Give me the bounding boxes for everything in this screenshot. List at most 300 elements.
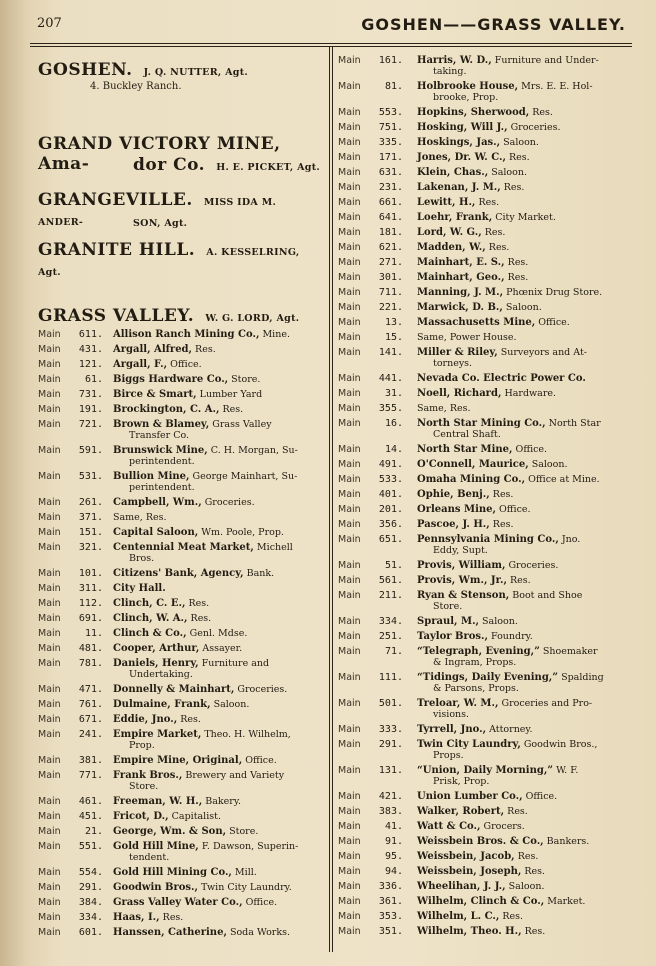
entry-description: Groceries. — [201, 497, 255, 508]
entry-description: Office. — [167, 359, 202, 370]
directory-entry — [38, 912, 328, 927]
business-name: Loehr, Frank, — [417, 212, 493, 223]
street-label: Main — [338, 672, 361, 683]
entry-description: George Mainhart, Su- — [189, 471, 298, 482]
street-number: 261. — [78, 497, 103, 508]
entry-description: Saloon. — [502, 302, 542, 313]
entry-name — [113, 359, 202, 370]
business-name: City Hall. — [113, 583, 166, 594]
entry-continuation: Central Shaft. — [433, 429, 501, 440]
business-name: Union Lumber Co., — [417, 791, 523, 802]
street-label: Main — [38, 445, 61, 456]
town-title-cont: dor Co. — [133, 155, 206, 175]
street-number: 14. — [384, 444, 403, 455]
street-label: Main — [38, 359, 61, 370]
business-name: Treloar, W. M., — [417, 698, 499, 709]
street-number: 533. — [378, 474, 403, 485]
entry-description: Same, Res. — [113, 512, 167, 523]
business-name: Wilhelm, Clinch & Co., — [417, 896, 545, 907]
business-name: Clinch, C. E., — [113, 598, 186, 609]
business-name: Lewitt, H., — [417, 197, 476, 208]
directory-entry — [38, 841, 328, 856]
directory-entry — [338, 560, 628, 575]
entry-name — [417, 590, 582, 601]
entry-name — [113, 770, 284, 781]
entry-description: Market. — [544, 896, 586, 907]
entry-description: Res. — [475, 197, 500, 208]
entry-name — [417, 459, 568, 470]
street-label: Main — [38, 598, 61, 609]
business-name: North Star Mine, — [417, 444, 513, 455]
street-number: 451. — [78, 811, 103, 822]
entry-description: Michell — [253, 542, 293, 553]
street-number: 711. — [378, 287, 403, 298]
entry-description: Foundry. — [487, 631, 533, 642]
directory-entry — [38, 714, 328, 729]
directory-entry — [38, 628, 328, 643]
street-number: 141. — [378, 347, 403, 358]
business-name: Centennial Meat Market, — [113, 542, 254, 553]
entry-description: Bankers. — [543, 836, 590, 847]
street-number: 95. — [384, 851, 403, 862]
business-name: Provis, Wm., Jr., — [417, 575, 507, 586]
business-name: Wheelihan, J. J., — [417, 881, 506, 892]
entry-description: Res. — [514, 851, 539, 862]
entry-name — [417, 81, 593, 92]
street-label: Main — [338, 836, 361, 847]
street-label: Main — [338, 631, 361, 642]
directory-entry — [338, 575, 628, 590]
town-title: GRANITE HILL. — [38, 240, 196, 260]
entry-description: Office. — [242, 755, 277, 766]
agent-name: J. Q. NUTTER, Agt. — [143, 67, 249, 78]
entry-description: Office at Mine. — [525, 474, 600, 485]
entry-description: Mill. — [231, 867, 257, 878]
entry-continuation: & Parsons, Props. — [433, 683, 519, 694]
directory-entry — [338, 881, 628, 896]
entry-description: Res. — [185, 598, 210, 609]
street-label: Main — [338, 347, 361, 358]
street-number: 334. — [78, 912, 103, 923]
street-label: Main — [338, 474, 361, 485]
street-label: Main — [338, 418, 361, 429]
street-number: 291. — [78, 882, 103, 893]
directory-entry — [38, 583, 328, 598]
street-label: Main — [338, 866, 361, 877]
entry-description: Res. — [489, 519, 514, 530]
street-label: Main — [338, 137, 361, 148]
entry-name — [417, 866, 545, 877]
directory-entry — [38, 344, 328, 359]
business-name: Massachusetts Mine, — [417, 317, 536, 328]
street-label: Main — [38, 927, 61, 938]
directory-entry — [338, 519, 628, 534]
street-number: 16. — [384, 418, 403, 429]
business-name: Donnelly & Mainhart, — [113, 684, 235, 695]
entry-description: Saloon. — [500, 137, 539, 148]
entry-name — [417, 926, 545, 937]
street-label: Main — [38, 811, 61, 822]
street-label: Main — [338, 560, 361, 571]
entry-continuation: taking. — [433, 66, 467, 77]
entry-continuation: perintendent. — [129, 456, 195, 467]
business-name: Marwick, D. B., — [417, 302, 503, 313]
entry-name — [417, 287, 602, 298]
entry-description: Furniture and Under- — [491, 55, 599, 66]
entry-description: Office. — [522, 791, 558, 802]
street-number: 291. — [378, 739, 403, 750]
business-name: Lakenan, J. M., — [417, 182, 501, 193]
business-name: Fricot, D., — [113, 811, 169, 822]
street-number: 112. — [78, 598, 103, 609]
entry-name — [417, 519, 513, 530]
entry-description: Res. — [499, 911, 524, 922]
business-name: Goodwin Bros., — [113, 882, 199, 893]
business-name: Holbrooke House, — [417, 81, 519, 92]
directory-entry — [38, 867, 328, 882]
entry-name — [113, 583, 166, 594]
street-label: Main — [38, 658, 61, 669]
street-label: Main — [38, 714, 61, 725]
entry-description: Furniture and — [198, 658, 270, 669]
entry-description: Saloon. — [479, 616, 518, 627]
street-label: Main — [38, 841, 61, 852]
entry-name — [113, 684, 287, 695]
directory-entry — [38, 329, 328, 344]
entry-description: Same, Res. — [417, 403, 471, 414]
directory-entry — [38, 613, 328, 628]
street-label: Main — [38, 628, 61, 639]
entry-name — [417, 791, 557, 802]
directory-entry — [338, 851, 628, 866]
entry-description: Res. — [504, 806, 528, 817]
directory-entry — [338, 257, 628, 272]
street-label: Main — [338, 317, 361, 328]
street-number: 51. — [384, 560, 403, 571]
entry-name — [417, 881, 544, 892]
street-number: 131. — [378, 765, 403, 776]
street-label: Main — [38, 542, 61, 553]
entry-description: Groceries. — [234, 684, 288, 695]
street-number: 71. — [384, 646, 403, 657]
street-number: 751. — [378, 122, 403, 133]
header-rule-thin — [30, 46, 632, 47]
street-label: Main — [38, 404, 61, 415]
street-label: Main — [338, 724, 361, 735]
business-name: Empire Mine, Original, — [113, 755, 243, 766]
entry-continuation: visions. — [433, 709, 470, 720]
street-number: 353. — [378, 911, 403, 922]
entry-continuation: Prisk, Prop. — [433, 776, 490, 787]
street-label: Main — [338, 152, 361, 163]
entry-description: Bakery. — [202, 796, 241, 807]
street-label: Main — [338, 575, 361, 586]
directory-entry — [38, 527, 328, 542]
business-name: Biggs Hardware Co., — [113, 374, 229, 385]
street-label: Main — [338, 459, 361, 470]
entry-description: Phœnix Drug Store. — [503, 287, 603, 298]
directory-entry — [38, 542, 328, 557]
entry-continuation: Undertaking. — [129, 669, 193, 680]
entry-continuation: Eddy, Supt. — [433, 545, 488, 556]
entry-name — [113, 796, 241, 807]
street-label: Main — [338, 332, 361, 343]
directory-entry — [338, 489, 628, 504]
directory-entry — [338, 698, 628, 713]
entry-description: F. Dawson, Superin- — [198, 841, 299, 852]
directory-entry — [338, 332, 628, 347]
entry-name — [417, 403, 471, 414]
entry-name — [417, 474, 600, 485]
directory-entry — [38, 389, 328, 404]
business-name: Walker, Robert, — [417, 806, 505, 817]
entry-description: Goodwin Bros., — [520, 739, 598, 750]
business-name: Taylor Bros., — [417, 631, 488, 642]
street-label: Main — [338, 212, 361, 223]
street-label: Main — [338, 534, 361, 545]
entry-description: Capitalist. — [168, 811, 221, 822]
business-name: “Tidings, Daily Evening,” — [417, 672, 559, 683]
entry-name — [417, 227, 505, 238]
business-name: O'Connell, Maurice, — [417, 459, 529, 470]
business-name: Empire Market, — [113, 729, 202, 740]
directory-entry — [38, 811, 328, 826]
business-name: Pennsylvania Mining Co., — [417, 534, 559, 545]
entry-name — [417, 317, 570, 328]
entry-description: Res. — [485, 242, 510, 253]
business-name: Miller & Riley, — [417, 347, 498, 358]
entry-description: Jno. — [558, 534, 581, 545]
directory-entry — [38, 729, 328, 744]
directory-entry — [338, 227, 628, 242]
entry-description: Assayer. — [199, 643, 243, 654]
business-name: Hoskings, Jas., — [417, 137, 501, 148]
street-label: Main — [338, 698, 361, 709]
directory-entry — [338, 724, 628, 739]
directory-entry — [338, 911, 628, 926]
street-number: 94. — [384, 866, 403, 877]
entry-name — [417, 739, 597, 750]
entry-description: Same, Power House. — [417, 332, 517, 343]
business-name: “Union, Daily Morning,” — [417, 765, 554, 776]
business-name: Weissbein, Jacob, — [417, 851, 515, 862]
entry-description: Res. — [506, 152, 530, 163]
entry-name — [417, 489, 513, 500]
business-name: Noell, Richard, — [417, 388, 502, 399]
entry-continuation: perintendent. — [129, 482, 195, 493]
entry-description: Shoemaker — [539, 646, 598, 657]
entry-description: Mine. — [259, 329, 290, 340]
directory-entry — [338, 388, 628, 403]
directory-entry — [338, 287, 628, 302]
entry-description: Grocers. — [480, 821, 525, 832]
entry-name — [113, 374, 260, 385]
entry-description: Attorney. — [486, 724, 533, 735]
entry-name — [417, 504, 531, 515]
business-name: Hosking, Will J., — [417, 122, 508, 133]
entry-name — [417, 806, 528, 817]
entry-description: Genl. Mdse. — [186, 628, 248, 639]
directory-entry — [338, 212, 628, 227]
street-label: Main — [338, 739, 361, 750]
entry-continuation: torneys. — [433, 358, 473, 369]
entry-description: Office. — [512, 444, 548, 455]
street-number: 336. — [378, 881, 403, 892]
entry-name — [417, 182, 524, 193]
street-number: 361. — [378, 896, 403, 907]
entry-description: Groceries. — [505, 560, 559, 571]
agent-name: W. G. LORD, Agt. — [205, 313, 300, 324]
business-name: Klein, Chas., — [417, 167, 489, 178]
business-name: Pascoe, J. H., — [417, 519, 490, 530]
entry-name — [417, 418, 601, 429]
business-name: Jones, Dr. W. C., — [417, 152, 506, 163]
street-number: 355. — [378, 403, 403, 414]
business-name: Tyrrell, Jno., — [417, 724, 487, 735]
street-label: Main — [38, 344, 61, 355]
business-name: Twin City Laundry, — [417, 739, 521, 750]
street-number: 321. — [78, 542, 103, 553]
business-name: Bullion Mine, — [113, 471, 190, 482]
street-label: Main — [38, 419, 61, 430]
entry-description: Res. — [219, 404, 244, 415]
directory-entry — [338, 347, 628, 362]
entry-name — [113, 912, 183, 923]
business-name: Campbell, Wm., — [113, 497, 202, 508]
business-name: Eddie, Jno., — [113, 714, 178, 725]
entry-name — [113, 729, 291, 740]
header-rule — [30, 43, 632, 44]
street-label: Main — [38, 389, 61, 400]
street-number: 251. — [378, 631, 403, 642]
business-name: Brunswick Mine, — [113, 445, 208, 456]
directory-entry — [338, 590, 628, 605]
street-number: 761. — [78, 699, 103, 710]
business-name: Daniels, Henry, — [113, 658, 199, 669]
street-label: Main — [38, 613, 61, 624]
entry-name — [113, 344, 216, 355]
directory-entry — [338, 403, 628, 418]
entry-name — [113, 329, 290, 340]
street-number: 81. — [384, 81, 403, 92]
business-name: Spraul, M., — [417, 616, 480, 627]
entry-name — [417, 896, 585, 907]
street-number: 211. — [378, 590, 403, 601]
town-title: GOSHEN. — [38, 60, 133, 80]
street-number: 491. — [378, 459, 403, 470]
street-number: 561. — [378, 575, 403, 586]
street-label: Main — [338, 403, 361, 414]
street-label: Main — [38, 512, 61, 523]
street-number: 471. — [78, 684, 103, 695]
entry-name — [417, 575, 531, 586]
street-number: 671. — [78, 714, 103, 725]
entry-name — [417, 444, 547, 455]
street-label: Main — [338, 182, 361, 193]
street-label: Main — [338, 881, 361, 892]
street-label: Main — [338, 821, 361, 832]
street-label: Main — [38, 568, 61, 579]
street-label: Main — [338, 765, 361, 776]
entry-description: Lumber Yard — [196, 389, 263, 400]
entry-name — [417, 724, 533, 735]
street-label: Main — [38, 527, 61, 538]
entry-description: Saloon. — [210, 699, 250, 710]
entry-name — [417, 55, 599, 66]
entry-description: Bank. — [243, 568, 275, 579]
directory-entry — [38, 699, 328, 714]
street-number: 431. — [78, 344, 103, 355]
agent-name-cont: SON, Agt. — [133, 218, 188, 229]
entry-description: Res. — [504, 272, 529, 283]
entry-description: Saloon. — [528, 459, 568, 470]
business-name: Birce & Smart, — [113, 389, 197, 400]
business-name: Madden, W., — [417, 242, 486, 253]
business-name: Orleans Mine, — [417, 504, 496, 515]
entry-description: Store. — [228, 374, 261, 385]
entry-continuation: tendent. — [129, 852, 170, 863]
business-name: Omaha Mining Co., — [417, 474, 526, 485]
town-title: GRANGEVILLE. — [38, 190, 193, 210]
business-name: “Telegraph, Evening,” — [417, 646, 540, 657]
entry-name — [417, 302, 542, 313]
street-label: Main — [338, 444, 361, 455]
street-number: 551. — [78, 841, 103, 852]
entry-description: Saloon. — [505, 881, 545, 892]
directory-entry — [338, 373, 628, 388]
entry-name — [113, 404, 243, 415]
business-name: Lord, W. G., — [417, 227, 482, 238]
entry-description: Mrs. E. E. Hol- — [518, 81, 593, 92]
street-number: 121. — [78, 359, 103, 370]
directory-entry — [338, 242, 628, 257]
street-number: 15. — [384, 332, 403, 343]
entry-name — [113, 471, 297, 482]
entry-name — [417, 646, 598, 657]
street-label: Main — [338, 302, 361, 313]
street-number: 151. — [78, 527, 103, 538]
entry-name — [417, 272, 528, 283]
street-label: Main — [338, 81, 361, 92]
directory-entry — [338, 616, 628, 631]
directory-entry — [338, 836, 628, 851]
business-name: Mainhart, E. S., — [417, 257, 505, 268]
granite-hill-heading — [38, 240, 323, 279]
street-number: 11. — [84, 628, 103, 639]
entry-name — [113, 527, 284, 538]
entry-description: Surveyors and At- — [497, 347, 588, 358]
street-number: 771. — [78, 770, 103, 781]
entry-description: Saloon. — [488, 167, 527, 178]
street-number: 101. — [78, 568, 103, 579]
entry-description: Theo. H. Wilhelm, — [201, 729, 291, 740]
business-name: Ryan & Stenson, — [417, 590, 510, 601]
street-label: Main — [38, 912, 61, 923]
directory-entry — [338, 791, 628, 806]
entry-name — [417, 197, 499, 208]
entry-name — [417, 122, 560, 133]
entry-name — [417, 560, 558, 571]
street-number: 111. — [378, 672, 403, 683]
entry-description: Res. — [500, 182, 525, 193]
entry-description: Res. — [521, 926, 546, 937]
entry-description: City Market. — [492, 212, 556, 223]
street-label: Main — [338, 287, 361, 298]
directory-entry — [338, 739, 628, 754]
directory-entry — [38, 568, 328, 583]
business-name: Brockington, C. A., — [113, 404, 220, 415]
entry-name — [113, 445, 298, 456]
